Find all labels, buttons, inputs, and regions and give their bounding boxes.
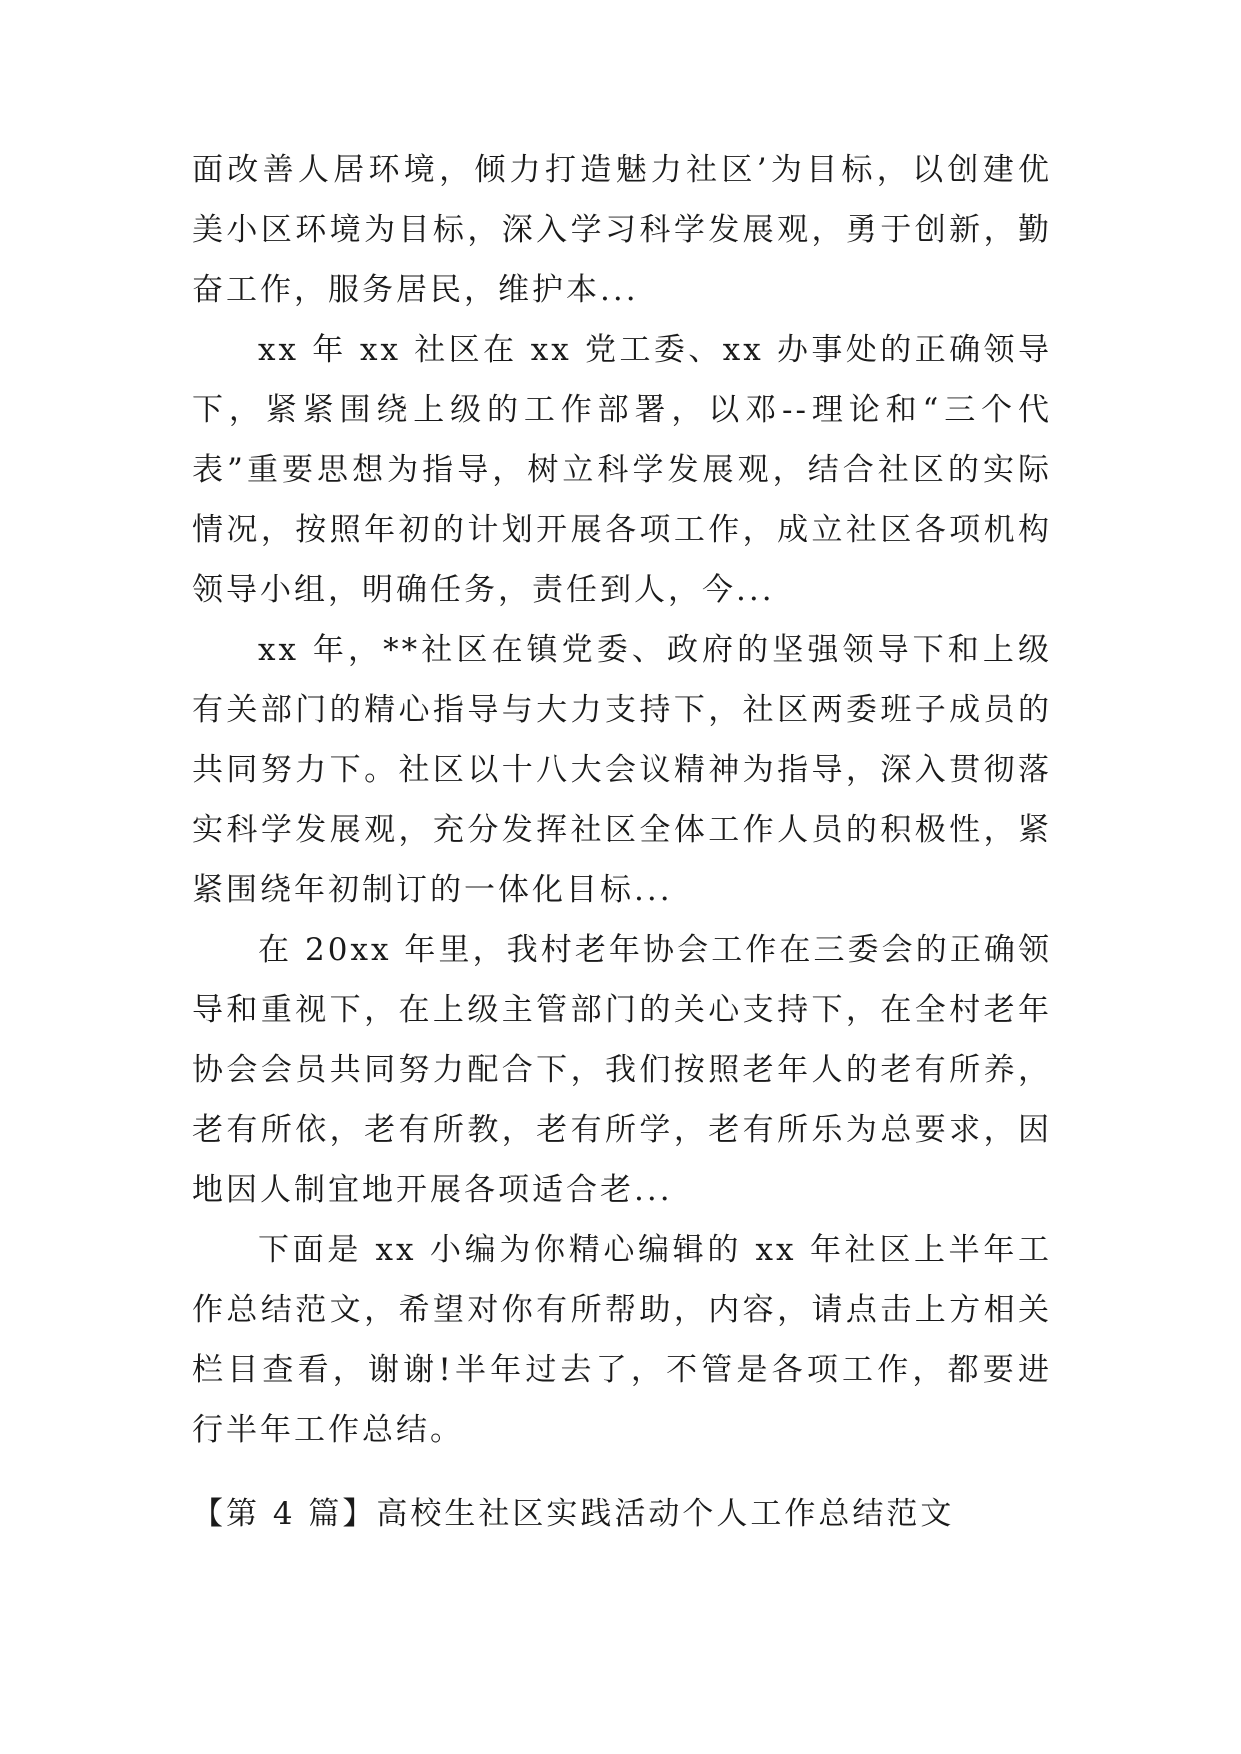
document-body (192, 140, 1052, 1460)
paragraph-2: xx 年 xx 社区在 xx 党工委、xx 办事处的正确领导下，紧紧围绕上级的工作部署，以邓--理论和“三个代表”重要思想为指导，树立科学发展观，结合社区的实际情况，按照年初的计划开展各项工作，成立社区各项机构领导小组，明确任务，责任到人，今... (192, 332, 1052, 608)
section-heading: 【第 4 篇】高校生社区实践活动个人工作总结范文 (192, 1496, 955, 1532)
paragraph-3: xx 年，**社区在镇党委、政府的坚强领导下和上级有关部门的精心指导与大力支持下，社区两委班子成员的共同努力下。社区以十八大会议精神为指导，深入贯彻落实科学发展观，充分发挥社区全体工作人员的积极性，紧紧围绕年初制订的一体化目标... (192, 632, 1052, 908)
paragraph-1: 面改善人居环境，倾力打造魅力社区’为目标，以创建优美小区环境为目标，深入学习科学发展观，勇于创新，勤奋工作，服务居民，维护本... (192, 152, 1052, 308)
paragraph-5: 下面是 xx 小编为你精心编辑的 xx 年社区上半年工作总结范文，希望对你有所帮助，内容，请点击上方相关栏目查看，谢谢!半年过去了，不管是各项工作，都要进行半年工作总结。 (192, 1232, 1052, 1448)
paragraph-4: 在 20xx 年里，我村老年协会工作在三委会的正确领导和重视下，在上级主管部门的关心支持下，在全村老年协会会员共同努力配合下，我们按照老年人的老有所养，老有所依，老有所教，老有所学，老有所乐为总要求，因地因人制宜地开展各项适合老... (192, 932, 1052, 1208)
